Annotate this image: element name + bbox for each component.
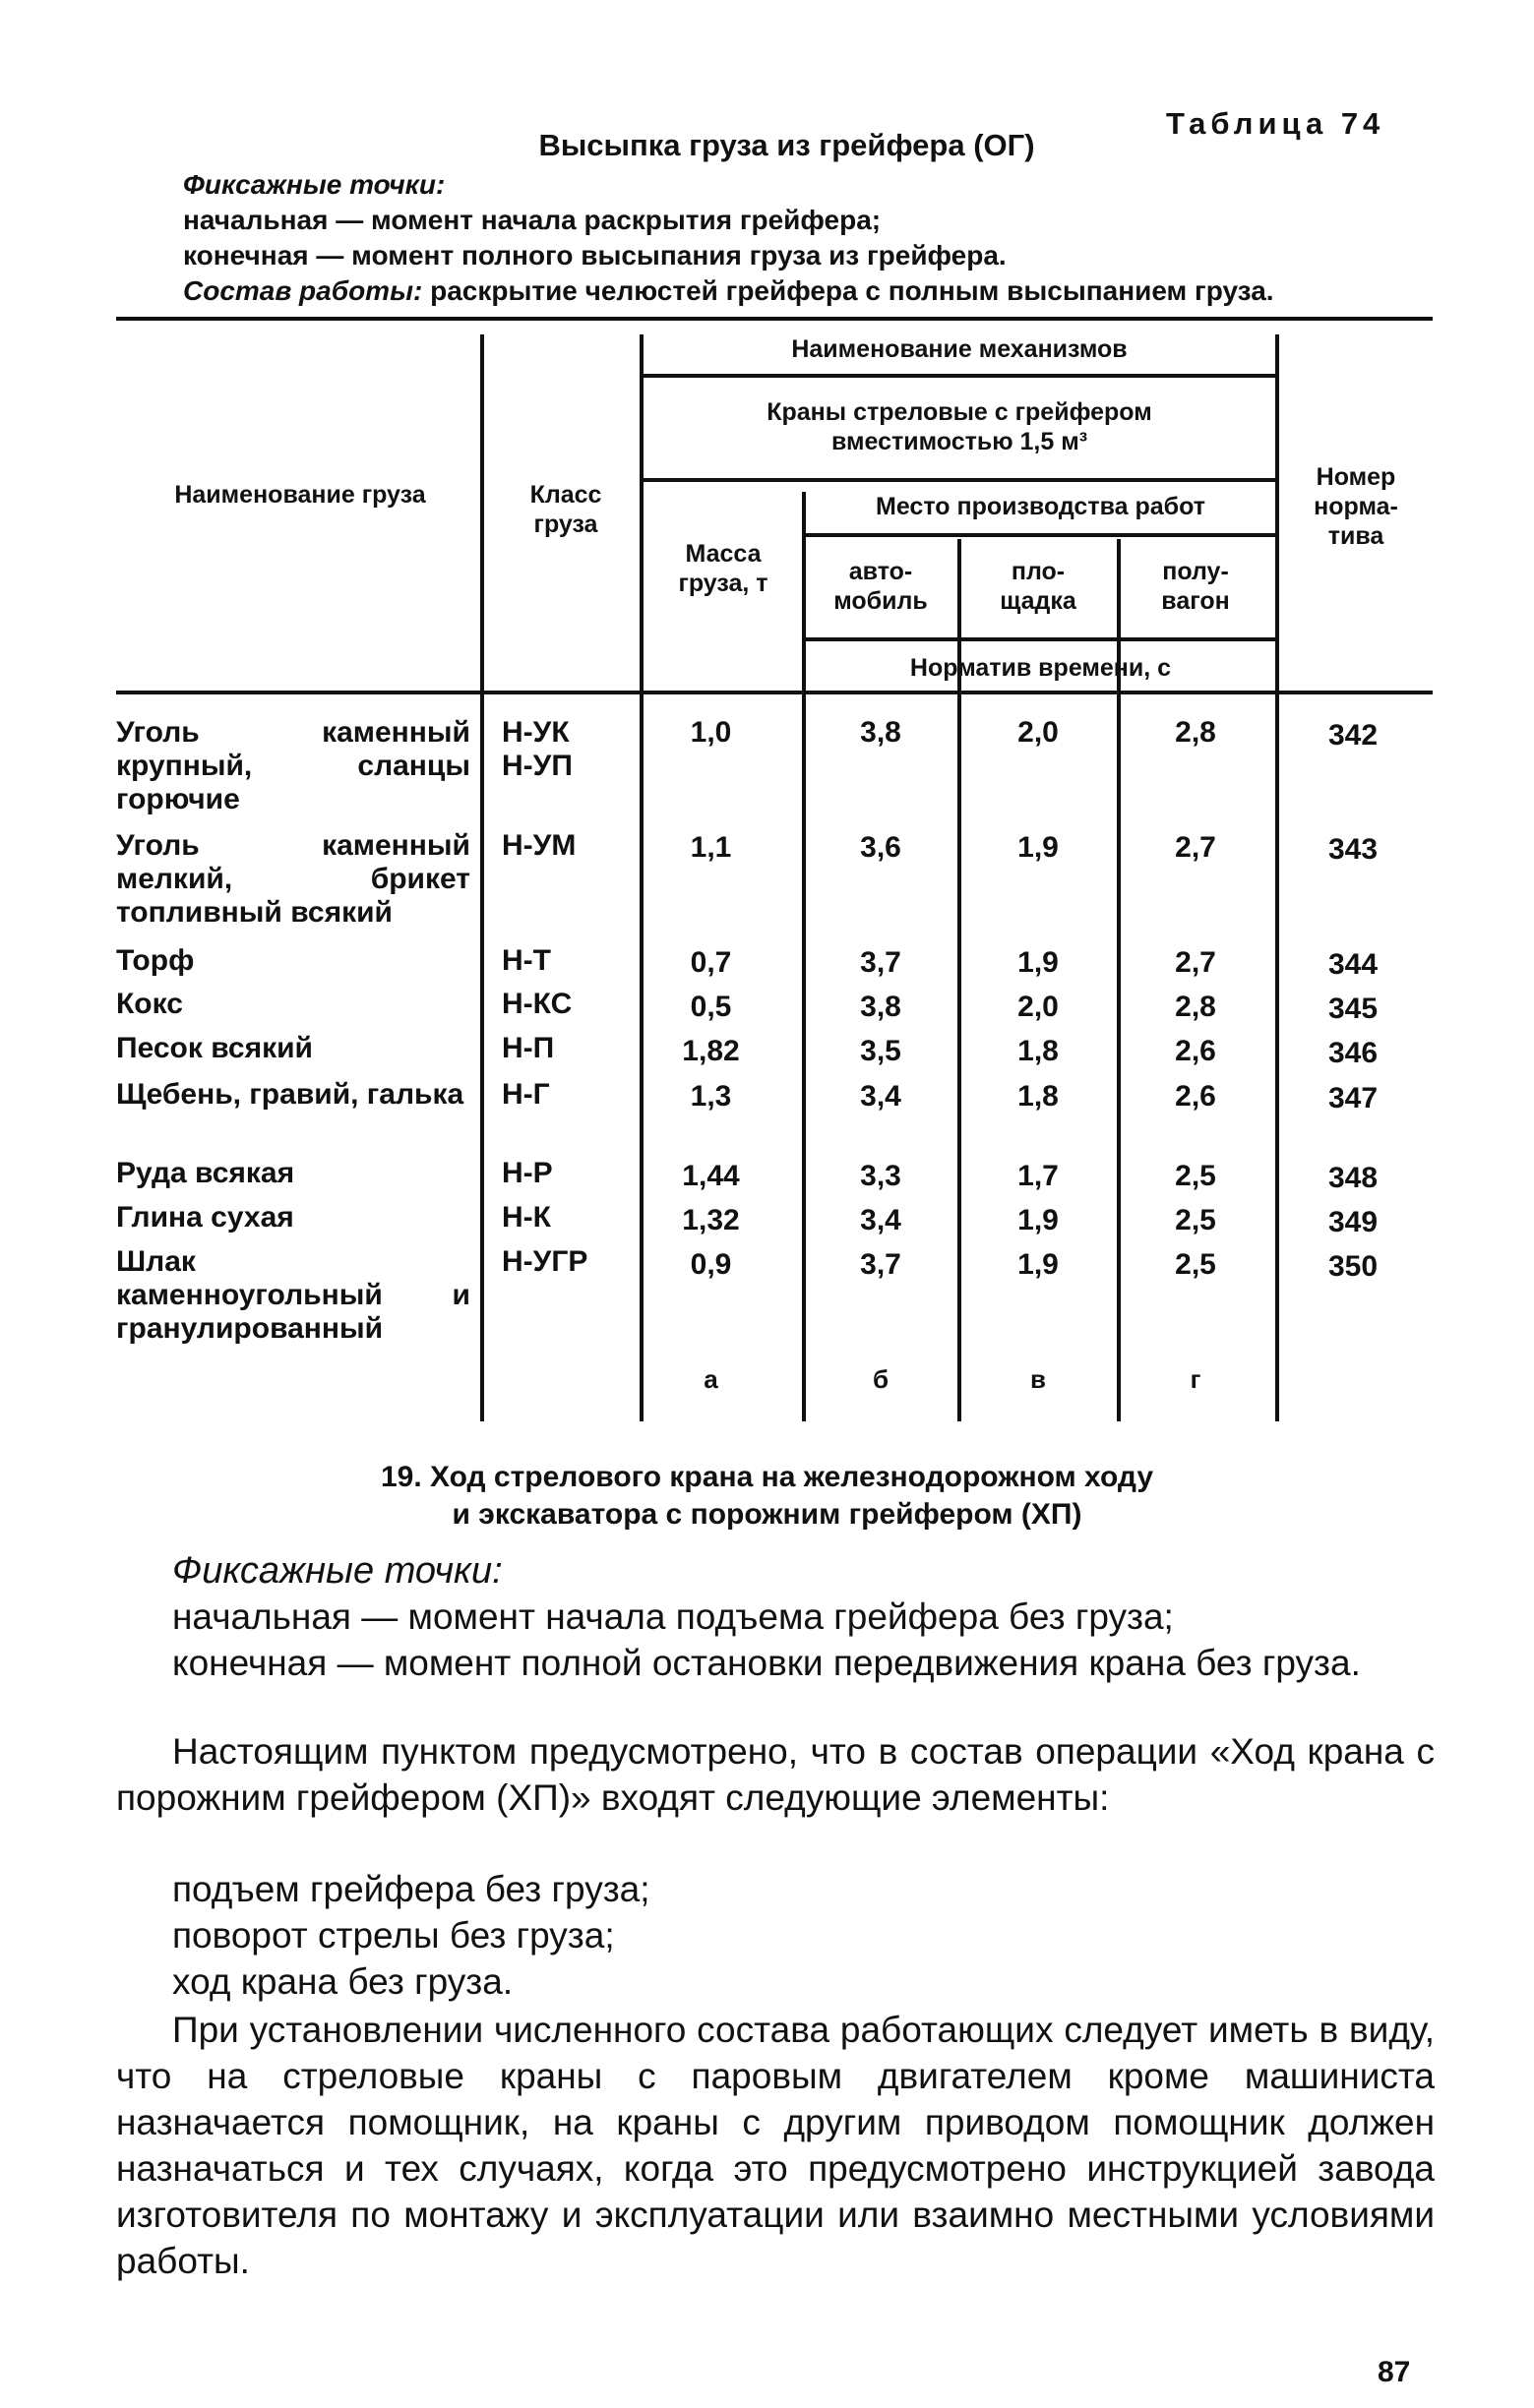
cell-norm-number: 346 [1327,1037,1379,1069]
header-rule [802,637,1279,641]
cell-auto: 3,4 [860,1204,901,1236]
cell-site: 2,0 [1017,716,1059,749]
cell-wagon: 2,5 [1175,1248,1216,1281]
cell-site: 2,0 [1017,991,1059,1023]
cell-site: 1,9 [1017,1248,1059,1281]
cell-mass: 0,7 [690,946,732,979]
cell-mass: 1,3 [690,1080,732,1113]
header-norm-number: Номер норма-тива [1314,463,1398,550]
cell-mass: 0,9 [690,1248,732,1281]
cell-wagon: 2,7 [1175,831,1216,864]
section-title-line1: 19. Ход стрелового крана на железнодорожном ходу [380,1461,1154,1493]
cell-norm-number: 343 [1327,833,1379,866]
cell-auto: 3,5 [860,1035,901,1067]
cell-norm-number: 349 [1327,1206,1379,1238]
cell-cargo-class: Н-КС [502,988,573,1020]
cell-auto: 3,6 [860,831,901,864]
header-cargo-class: Класс груза [529,481,602,538]
header-rule [640,478,1279,482]
header-bottom-rule [116,691,1433,694]
header-auto: авто-мобиль [833,558,928,615]
cell-wagon: 2,5 [1175,1204,1216,1236]
cell-wagon: 2,5 [1175,1160,1216,1192]
cell-site: 1,8 [1017,1035,1059,1067]
cell-mass: 0,5 [690,991,732,1023]
list-item: ход крана без груза. [172,1961,514,2002]
fix-end-text: конечная — момент полного высыпания груза из грейфера. [183,240,1007,271]
cell-site: 1,9 [1017,1204,1059,1236]
cell-norm-number: 344 [1327,948,1379,981]
cell-auto: 3,8 [860,991,901,1023]
col-divider [1275,334,1279,1421]
cell-cargo-name: Руда всякая [116,1157,295,1189]
cell-site: 1,7 [1017,1160,1059,1192]
cell-cargo-class: Н-Т [502,944,551,977]
cell-cargo-name: Глина сухая [116,1201,294,1234]
cell-cargo-name: Торф [116,944,195,977]
cell-cargo-class: Н-УК Н-УП [502,716,573,782]
header-wagon: полу-вагон [1161,558,1230,615]
column-letter: в [1030,1364,1046,1394]
cell-cargo-name: Песок всякий [116,1032,313,1064]
cell-wagon: 2,8 [1175,716,1216,749]
cell-auto: 3,7 [860,946,901,979]
cell-mass: 1,0 [690,716,732,749]
cell-auto: 3,7 [860,1248,901,1281]
cell-auto: 3,8 [860,716,901,749]
cell-norm-number: 342 [1327,719,1379,752]
cell-mass: 1,82 [682,1035,740,1067]
cell-cargo-name: Уголь каменный крупный, сланцы горючие [116,716,470,815]
header-workplace: Место производства работ [876,493,1205,520]
col-divider [480,334,484,1421]
work-text: раскрытие челюстей грейфера с полным высыпанием груза. [430,275,1274,306]
header-rule [640,374,1279,378]
column-letter: г [1190,1364,1201,1394]
header-cargo-name: Наименование груза [174,481,426,509]
fix-points-label: Фиксажные точки: [183,169,446,200]
cell-cargo-name: Шлак каменноугольный и гранулированный [116,1245,470,1345]
cell-cargo-name: Щебень, гравий, галька [116,1078,464,1111]
cell-cargo-class: Н-УГР [502,1245,588,1278]
cell-cargo-class: Н-УМ [502,829,577,862]
section-title-line2: и экскаватора с порожним грейфером (ХП) [452,1498,1082,1531]
cell-site: 1,9 [1017,946,1059,979]
cell-cargo-class: Н-К [502,1201,551,1234]
cell-wagon: 2,8 [1175,991,1216,1023]
cell-auto: 3,4 [860,1080,901,1113]
header-mass: Масса груза, т [678,540,768,597]
list-item: подъем грейфера без груза; [172,1869,650,1909]
cell-norm-number: 345 [1327,993,1379,1025]
cell-norm-number: 350 [1327,1250,1379,1283]
fix-start-text: начальная — момент начала раскрытия грейфера; [183,205,882,235]
paragraph-composition: Настоящим пунктом предусмотрено, что в состав операции «Ход крана с порожним грейфером (ХП)» входят следующие элементы: [116,1731,1435,1818]
cell-auto: 3,3 [860,1160,901,1192]
table-number: Таблица 74 [1166,106,1385,141]
cell-wagon: 2,7 [1175,946,1216,979]
cell-cargo-name: Кокс [116,988,183,1020]
cell-mass: 1,1 [690,831,732,864]
work-label: Состав работы: [183,275,423,306]
cell-cargo-class: Н-П [502,1032,555,1064]
page-number: 87 [1378,2356,1411,2388]
cell-mass: 1,32 [682,1204,740,1236]
cell-norm-number: 348 [1327,1162,1379,1194]
header-site: пло-щадка [1000,558,1076,615]
cell-wagon: 2,6 [1175,1035,1216,1067]
cell-site: 1,8 [1017,1080,1059,1113]
col-divider [802,492,806,1421]
cell-norm-number: 347 [1327,1082,1379,1114]
section-fix-end: конечная — момент полной остановки передвижения крана без груза. [172,1643,1361,1683]
header-cranes: Краны стреловые с грейфером вместимостью 1,5 м³ [767,398,1152,455]
table-title: Высыпка груза из грейфера (ОГ) [538,128,1035,162]
header-norm-time: Норматив времени, с [909,654,1172,682]
header-mechanisms: Наименование механизмов [791,335,1128,363]
column-letter: б [872,1364,890,1394]
paragraph-crew: При установлении численного состава работающих следует иметь в виду, что на стреловые краны с паровым двигателем кроме машиниста назначается помощник, на краны с другим приводом помощник должен назначаться и тех случаях, когда это предусмотрено инструкцией завода изготовителя по монтажу и эксплуатации или взаимно местными условиями работы. [116,2010,1435,2281]
column-letter: а [704,1364,718,1394]
cell-site: 1,9 [1017,831,1059,864]
table-top-rule [116,317,1433,321]
cell-cargo-class: Н-Г [502,1078,550,1111]
work-composition [183,273,1274,309]
section-fix-start: начальная — момент начала подъема грейфера без груза; [172,1596,1174,1637]
cell-cargo-class: Н-Р [502,1157,553,1189]
col-divider [640,334,644,1421]
cell-mass: 1,44 [682,1160,740,1192]
header-rule [802,533,1279,537]
cell-cargo-name: Уголь каменный мелкий, брикет топливный всякий [116,829,470,929]
cell-wagon: 2,6 [1175,1080,1216,1113]
section-fix-label: Фиксажные точки: [172,1550,503,1592]
list-item: поворот стрелы без груза; [172,1915,615,1956]
